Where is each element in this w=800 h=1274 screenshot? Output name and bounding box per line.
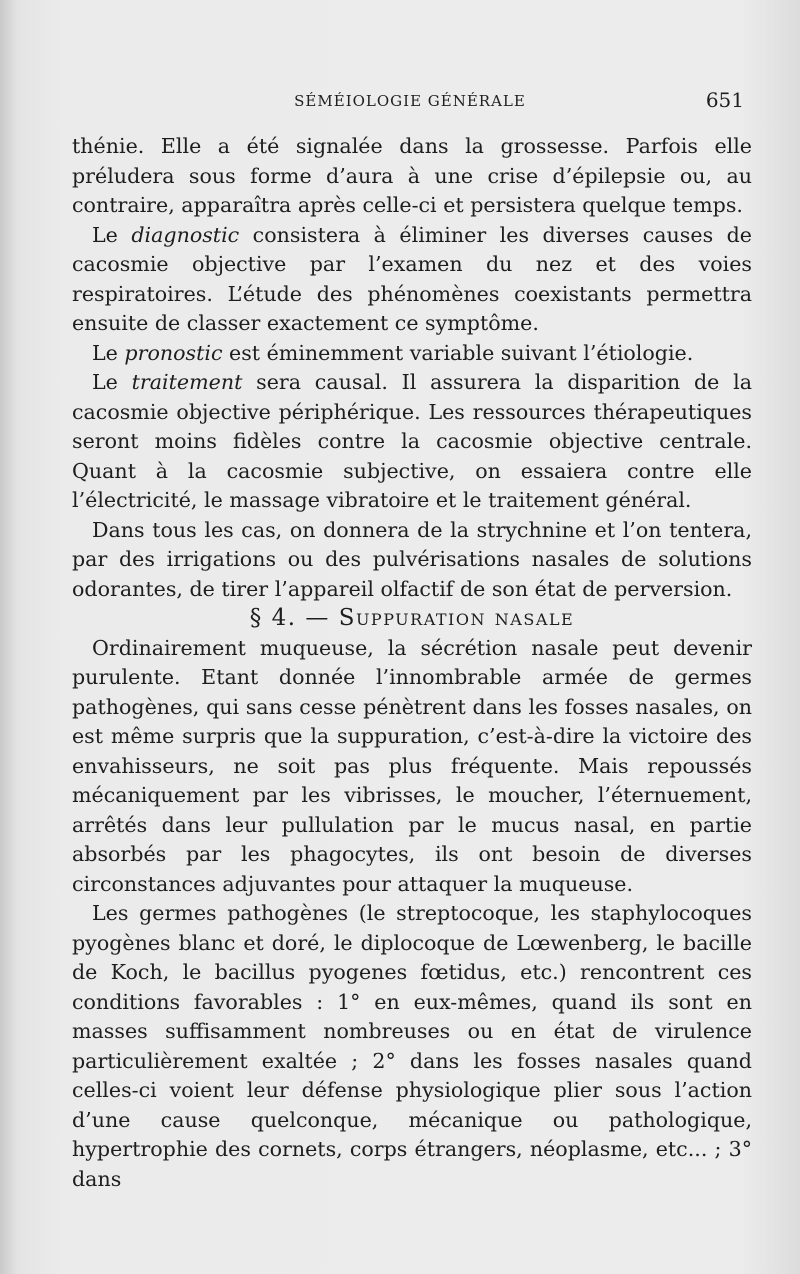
section-heading bbox=[72, 604, 752, 634]
section-number: § 4. — bbox=[249, 605, 330, 631]
paragraph-text: est éminemment variable suivant l’étiologie. bbox=[222, 340, 694, 365]
paragraph-traitement bbox=[72, 368, 752, 516]
paragraph-text: Le bbox=[92, 340, 125, 365]
paragraph-strychnine: Dans tous les cas, on donnera de la strychnine et l’on tentera, par des irrigations ou des pulvérisations nasales de solutions odorantes, de tirer l’appareil olfactif de son état de perversion. bbox=[72, 517, 752, 601]
page-body bbox=[72, 132, 752, 1194]
paragraph-continuation: thénie. Elle a été signalée dans la grossesse. Parfois elle préludera sous forme d’aura à une crise d’épilepsie ou, au contraire, apparaîtra après celle-ci et persistera quelque temps. bbox=[72, 134, 752, 217]
paragraph-text: Le bbox=[92, 222, 132, 247]
traitement-term: traitement bbox=[131, 370, 243, 394]
paragraph-text: Le bbox=[92, 370, 132, 394]
pronostic-term: pronostic bbox=[124, 340, 223, 365]
paragraph-germes: Les germes pathogènes (le streptocoque, les staphylocoques pyogènes blanc et doré, le diplocoque de Lœwenberg, le bacille de Koch, le bacillus pyogenes fœtidus, etc.) rencontrent ces conditions favorables : 1° en eux-mêmes, quand ils sont en masses suffisamment nombreuses ou en état de virulence particulièrement exaltée ; 2° dans les fosses nasales quand celles-ci voient leur défense physiologique plier sous l’action d’une cause quelconque, mécanique ou pathologique, hypertrophie des cornets, corps étrangers, néoplasme, etc... ; 3° dans bbox=[72, 901, 752, 1191]
diagnostic-term: diagnostic bbox=[131, 222, 240, 247]
running-title: SÉMÉIOLOGIE GÉNÉRALE bbox=[294, 92, 526, 110]
paragraph-diagnostic bbox=[72, 221, 752, 339]
page-number: 651 bbox=[705, 88, 744, 112]
paragraph-secretion: Ordinairement muqueuse, la sécrétion nasale peut devenir purulente. Etant donnée l’innombrable armée de germes pathogènes, qui sans cesse pénètrent dans les fosses nasales, on est même surpris que la suppuration, c’est-à-dire la victoire des envahisseurs, ne soit pas plus fréquente. Mais repoussés mécaniquement par les vibrisses, le moucher, l’éternuement, arrêtés dans leur pullulation par le mucus nasal, en partie absorbés par les phagocytes, ils ont besoin de diverses circonstances adjuvantes pour attaquer la muqueuse. bbox=[72, 635, 752, 896]
paragraph-pronostic bbox=[72, 339, 752, 369]
section-title: Suppuration nasale bbox=[338, 605, 575, 631]
paragraph-text: consistera à éliminer les diverses causes de cacosmie objective par l’examen du nez et des voies respiratoires. L’étude des phénomènes coexistants permettra ensuite de classer exactement ce symptôme. bbox=[72, 222, 752, 335]
running-head bbox=[70, 88, 750, 114]
paragraph-text: sera causal. Il assurera la disparition de la cacosmie objective périphérique. Les ressources thérapeutiques seront moins fidèles contre la cacosmie objective centrale. Quant à la cacosmie subjective, on essaiera contre elle l’électricité, le massage vibratoire et le traitement général. bbox=[72, 370, 752, 512]
